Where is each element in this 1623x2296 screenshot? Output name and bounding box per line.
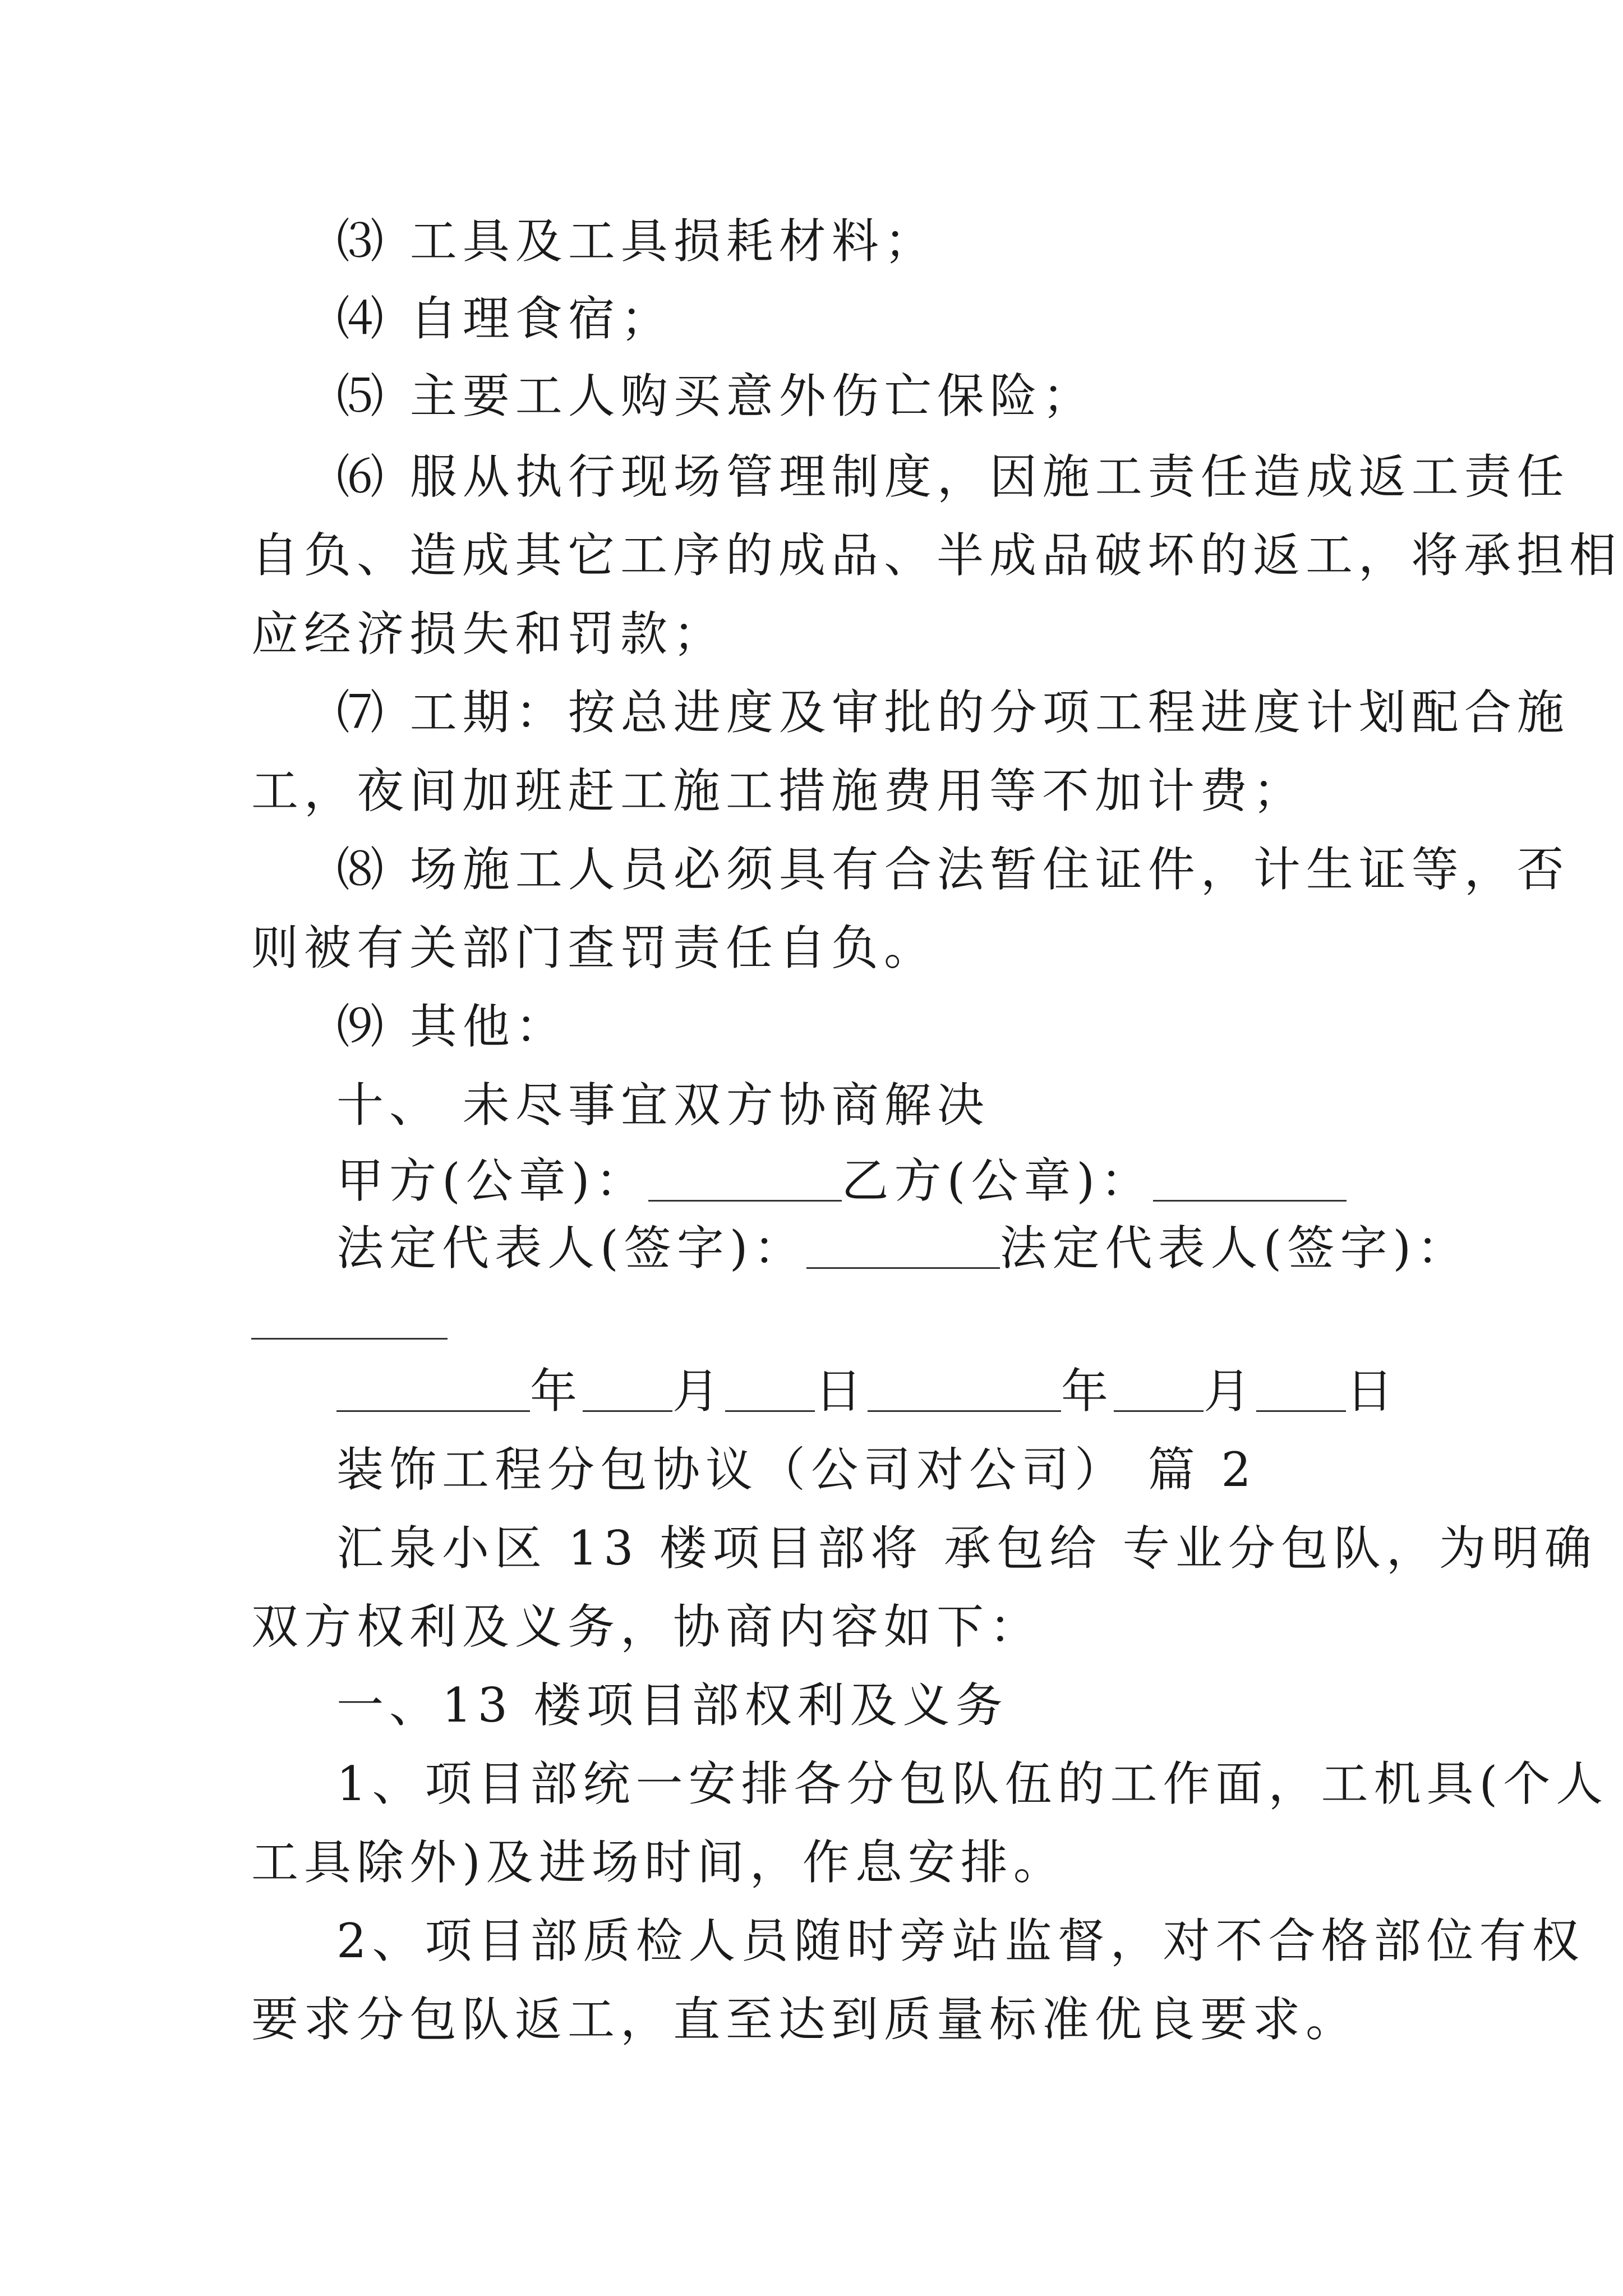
month-a-label: 月 xyxy=(672,1364,726,1419)
section-2-title: 装饰工程分包协议（公司对公司） 篇 2 xyxy=(336,1442,1257,1497)
clause-8-line-1: ⑻ 场施工人员必须具有合法暂住证件，计生证等，否 xyxy=(336,842,1570,897)
year-a-label: 年 xyxy=(530,1364,583,1419)
party-b-blank[interactable] xyxy=(1153,1200,1347,1202)
rep-b-blank[interactable] xyxy=(251,1338,448,1340)
rep-a-blank[interactable] xyxy=(806,1267,1000,1269)
section-2-intro-line-2: 双方权利及义务，协商内容如下： xyxy=(251,1599,1043,1654)
date-line xyxy=(336,1358,1399,1425)
month-b-blank[interactable] xyxy=(1114,1410,1204,1412)
clause-6-line-2: 自负、造成其它工序的成品、半成品破坏的返工，将承担相 xyxy=(251,528,1622,583)
year-b-blank[interactable] xyxy=(868,1410,1061,1412)
clause-6-line-1: ⑹ 服从执行现场管理制度，因施工责任造成返工责任 xyxy=(336,449,1570,504)
day-b-blank[interactable] xyxy=(1256,1410,1346,1412)
party-a-label: 甲方(公章)： xyxy=(336,1153,648,1208)
clause-9: ⑼ 其他： xyxy=(336,999,568,1054)
clause-5: ⑸ 主要工人购买意外伤亡保险； xyxy=(336,369,1095,424)
clause-8-line-2: 则被有关部门查罚责任自负。 xyxy=(251,921,937,976)
month-a-blank[interactable] xyxy=(583,1410,672,1412)
item-2-line-1: 2、项目部质检人员随时旁站监督，对不合格部位有权 xyxy=(336,1913,1585,1968)
party-b-label: 乙方(公章)： xyxy=(841,1153,1154,1208)
year-a-blank[interactable] xyxy=(336,1410,530,1412)
rep-b-label: 法定代表人(签字)： xyxy=(999,1221,1470,1276)
party-a-blank[interactable] xyxy=(648,1200,842,1202)
item-1-line-2: 工具除外)及进场时间，作息安排。 xyxy=(251,1835,1066,1890)
signature-rep-line xyxy=(336,1214,1469,1282)
section-2-heading-1: 一、13 楼项目部权利及义务 xyxy=(336,1678,1008,1733)
year-b-label: 年 xyxy=(1061,1364,1114,1419)
article-10: 十、 未尽事宜双方协商解决 xyxy=(336,1078,990,1133)
clause-6-line-3: 应经济损失和罚款； xyxy=(251,606,726,661)
clause-7-line-1: ⑺ 工期：按总进度及审批的分项工程进度计划配合施 xyxy=(336,685,1570,740)
rep-a-label: 法定代表人(签字)： xyxy=(336,1221,806,1276)
item-1-line-1: 1、项目部统一安排各分包队伍的工作面，工机具(个人 xyxy=(336,1756,1609,1811)
month-b-label: 月 xyxy=(1204,1364,1257,1419)
clause-3: ⑶ 工具及工具损耗材料； xyxy=(336,214,937,269)
day-a-blank[interactable] xyxy=(725,1410,815,1412)
day-b-label: 日 xyxy=(1346,1364,1399,1419)
signature-party-line xyxy=(336,1147,1347,1214)
item-2-line-2: 要求分包队返工，直至达到质量标准优良要求。 xyxy=(251,1992,1359,2047)
section-2-intro-line-1: 汇泉小区 13 楼项目部将 承包给 专业分包队，为明确 xyxy=(336,1521,1597,1576)
clause-4: ⑷ 自理食宿； xyxy=(336,291,674,346)
clause-7-line-2: 工，夜间加班赶工施工措施费用等不加计费； xyxy=(251,763,1306,818)
day-a-label: 日 xyxy=(815,1364,868,1419)
